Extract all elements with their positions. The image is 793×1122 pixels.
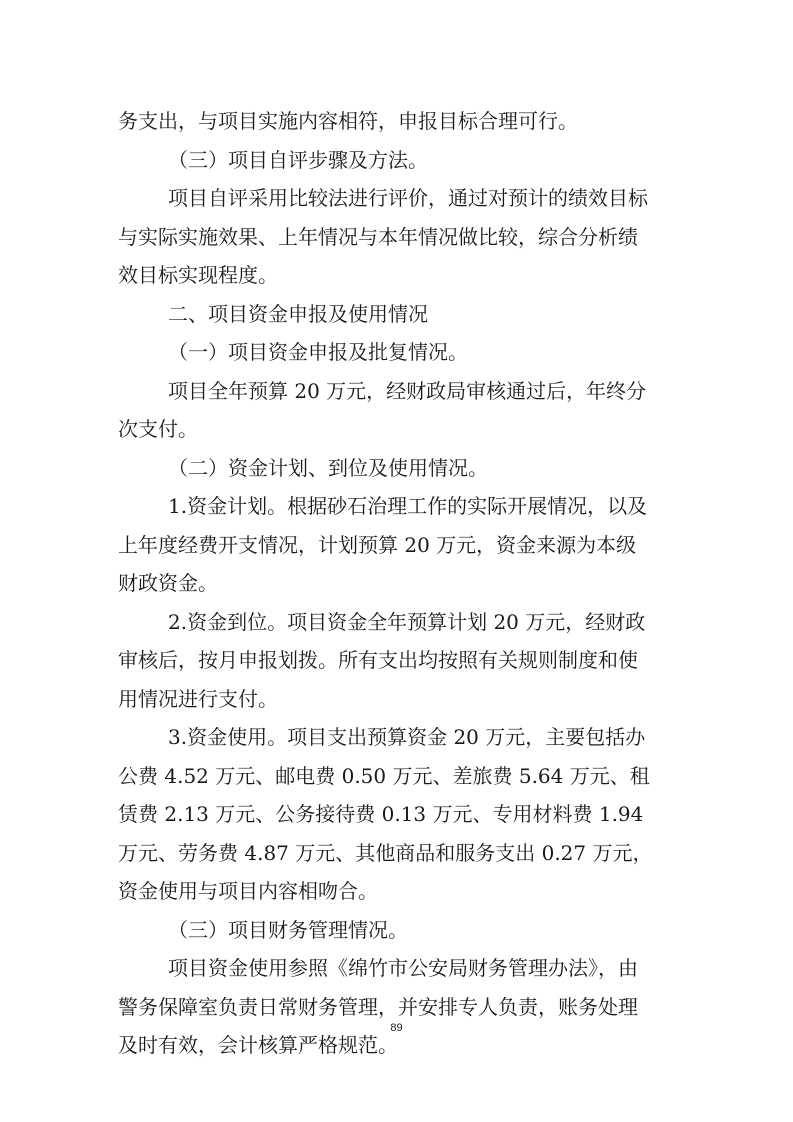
text-line: 公费 4.52 万元、邮电费 0.50 万元、差旅费 5.64 万元、租 xyxy=(118,763,650,788)
text-line: 用情况进行支付。 xyxy=(118,686,278,711)
text-line: 审核后，按月申报划拨。所有支出均按照有关规则制度和使 xyxy=(118,648,638,672)
text-line: 2.资金到位。项目资金全年预算计划 20 万元，经财政 xyxy=(168,609,646,634)
text-line: 上年度经费开支情况，计划预算 20 万元，资金来源为本级 xyxy=(118,532,637,557)
text-line: 财政资金。 xyxy=(118,571,218,595)
text-line: 项目自评采用比较法进行评价，通过对预计的绩效目标 xyxy=(168,186,648,210)
text-line: 1.资金计划。根据砂石治理工作的实际开展情况，以及 xyxy=(168,494,648,518)
text-line: 务支出，与项目实施内容相符，申报目标合理可行。 xyxy=(118,109,578,133)
text-line: 项目资金使用参照《绵竹市公安局财务管理办法》，由 xyxy=(168,956,638,980)
text-line: 及时有效，会计核算严格规范。 xyxy=(118,1033,398,1057)
text-line: 次支付。 xyxy=(118,417,198,441)
section-heading: （三）项目财务管理情况。 xyxy=(168,917,408,942)
text-line: 与实际实施效果、上年情况与本年情况做比较，综合分析绩 xyxy=(118,224,638,249)
text-line: 万元、劳务费 4.87 万元、其他商品和服务支出 0.27 万元， xyxy=(118,840,653,865)
section-heading: （三）项目自评步骤及方法。 xyxy=(168,147,428,172)
chapter-heading: 二、项目资金申报及使用情况 xyxy=(168,301,428,326)
text-line: 赁费 2.13 万元、公务接待费 0.13 万元、专用材料费 1.94 xyxy=(118,802,644,826)
body-text xyxy=(118,102,678,1065)
text-line: 项目全年预算 20 万元，经财政局审核通过后，年终分 xyxy=(168,378,647,403)
page-number: 89 xyxy=(390,1022,403,1034)
section-heading: （一）项目资金申报及批复情况。 xyxy=(168,340,468,364)
text-line: 警务保障室负责日常财务管理，并安排专人负责，账务处理 xyxy=(118,994,638,1019)
text-line: 3.资金使用。项目支出预算资金 20 万元，主要包括办 xyxy=(168,725,646,749)
text-line: 效目标实现程度。 xyxy=(118,263,278,287)
text-line: 资金使用与项目内容相吻合。 xyxy=(118,879,378,903)
section-heading: （二）资金计划、到位及使用情况。 xyxy=(168,455,488,480)
